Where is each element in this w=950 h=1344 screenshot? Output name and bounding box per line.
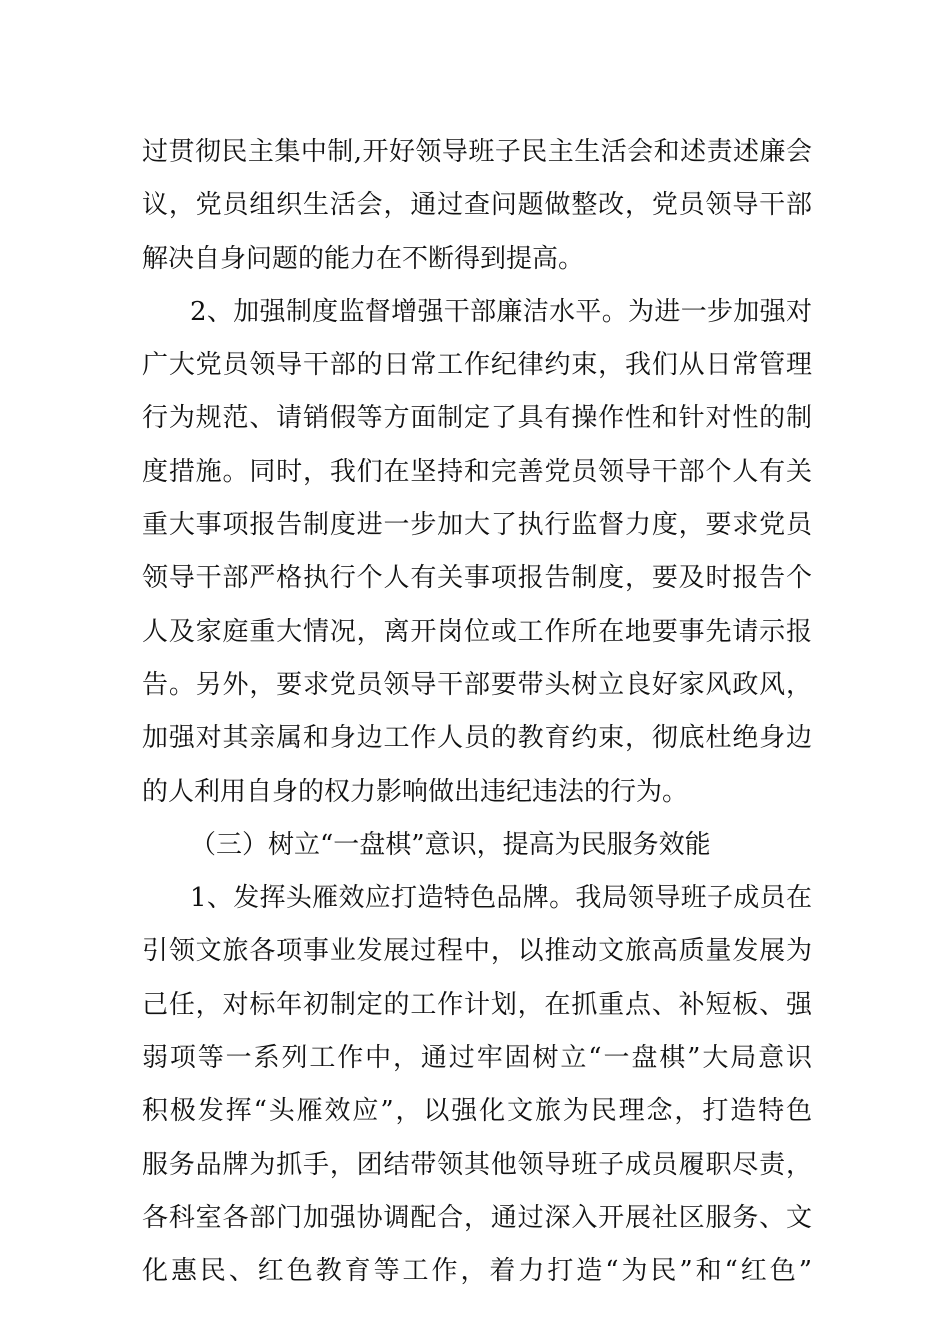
text-line-18: 弱项等一系列工作中，通过牢固树立“一盘棋”大局意识 — [142, 1043, 812, 1074]
text-line-16: 引领文旅各项事业发展过程中，以推动文旅高质量发展为 — [142, 936, 812, 967]
text-line-17: 己任，对标年初制定的工作计划，在抓重点、补短板、强 — [142, 989, 812, 1020]
text-line-10: 人及家庭重大情况，离开岗位或工作所在地要事先请示报 — [142, 616, 812, 647]
text-line-19: 积极发挥“头雁效应”，以强化文旅为民理念，打造特色 — [142, 1096, 812, 1127]
text-line-7: 度措施。同时，我们在坚持和完善党员领导干部个人有关 — [142, 456, 812, 487]
text-line-9: 领导干部严格执行个人有关事项报告制度，要及时报告个 — [142, 563, 812, 594]
text-line-12: 加强对其亲属和身边工作人员的教育约束，彻底杜绝身边 — [142, 723, 812, 754]
text-line-1: 过贯彻民主集中制,开好领导班子民主生活会和述责述廉会 — [142, 137, 812, 167]
text-line-8: 重大事项报告制度进一步加大了执行监督力度，要求党员 — [142, 510, 812, 541]
section-heading-3: （三）树立“一盘棋”意识，提高为民服务效能 — [190, 829, 711, 860]
text-line-21: 各科室各部门加强协调配合，通过深入开展社区服务、文 — [142, 1202, 812, 1233]
document-body — [142, 126, 812, 1299]
text-line-20: 服务品牌为抓手，团结带领其他领导班子成员履职尽责， — [142, 1149, 812, 1180]
text-line-2: 议，党员组织生活会，通过查问题做整改，党员领导干部 — [142, 190, 812, 221]
text-line-13: 的人利用自身的权力影响做出违纪违法的行为。 — [142, 776, 689, 807]
text-line-11: 告。另外，要求党员领导干部要带头树立良好家风政风， — [142, 669, 812, 700]
section-item-2-heading-line: 2、加强制度监督增强干部廉洁水平。为进一步加强对 — [190, 296, 812, 327]
text-line-6: 行为规范、请销假等方面制定了具有操作性和针对性的制 — [142, 403, 812, 434]
text-line-5: 广大党员领导干部的日常工作纪律约束，我们从日常管理 — [142, 350, 812, 381]
text-line-3: 解决自身问题的能力在不断得到提高。 — [142, 243, 585, 274]
text-line-22: 化惠民、红色教育等工作，着力打造“为民”和“红色” — [142, 1256, 812, 1287]
section-item-1-heading-line: 1、发挥头雁效应打造特色品牌。我局领导班子成员在 — [190, 883, 812, 914]
